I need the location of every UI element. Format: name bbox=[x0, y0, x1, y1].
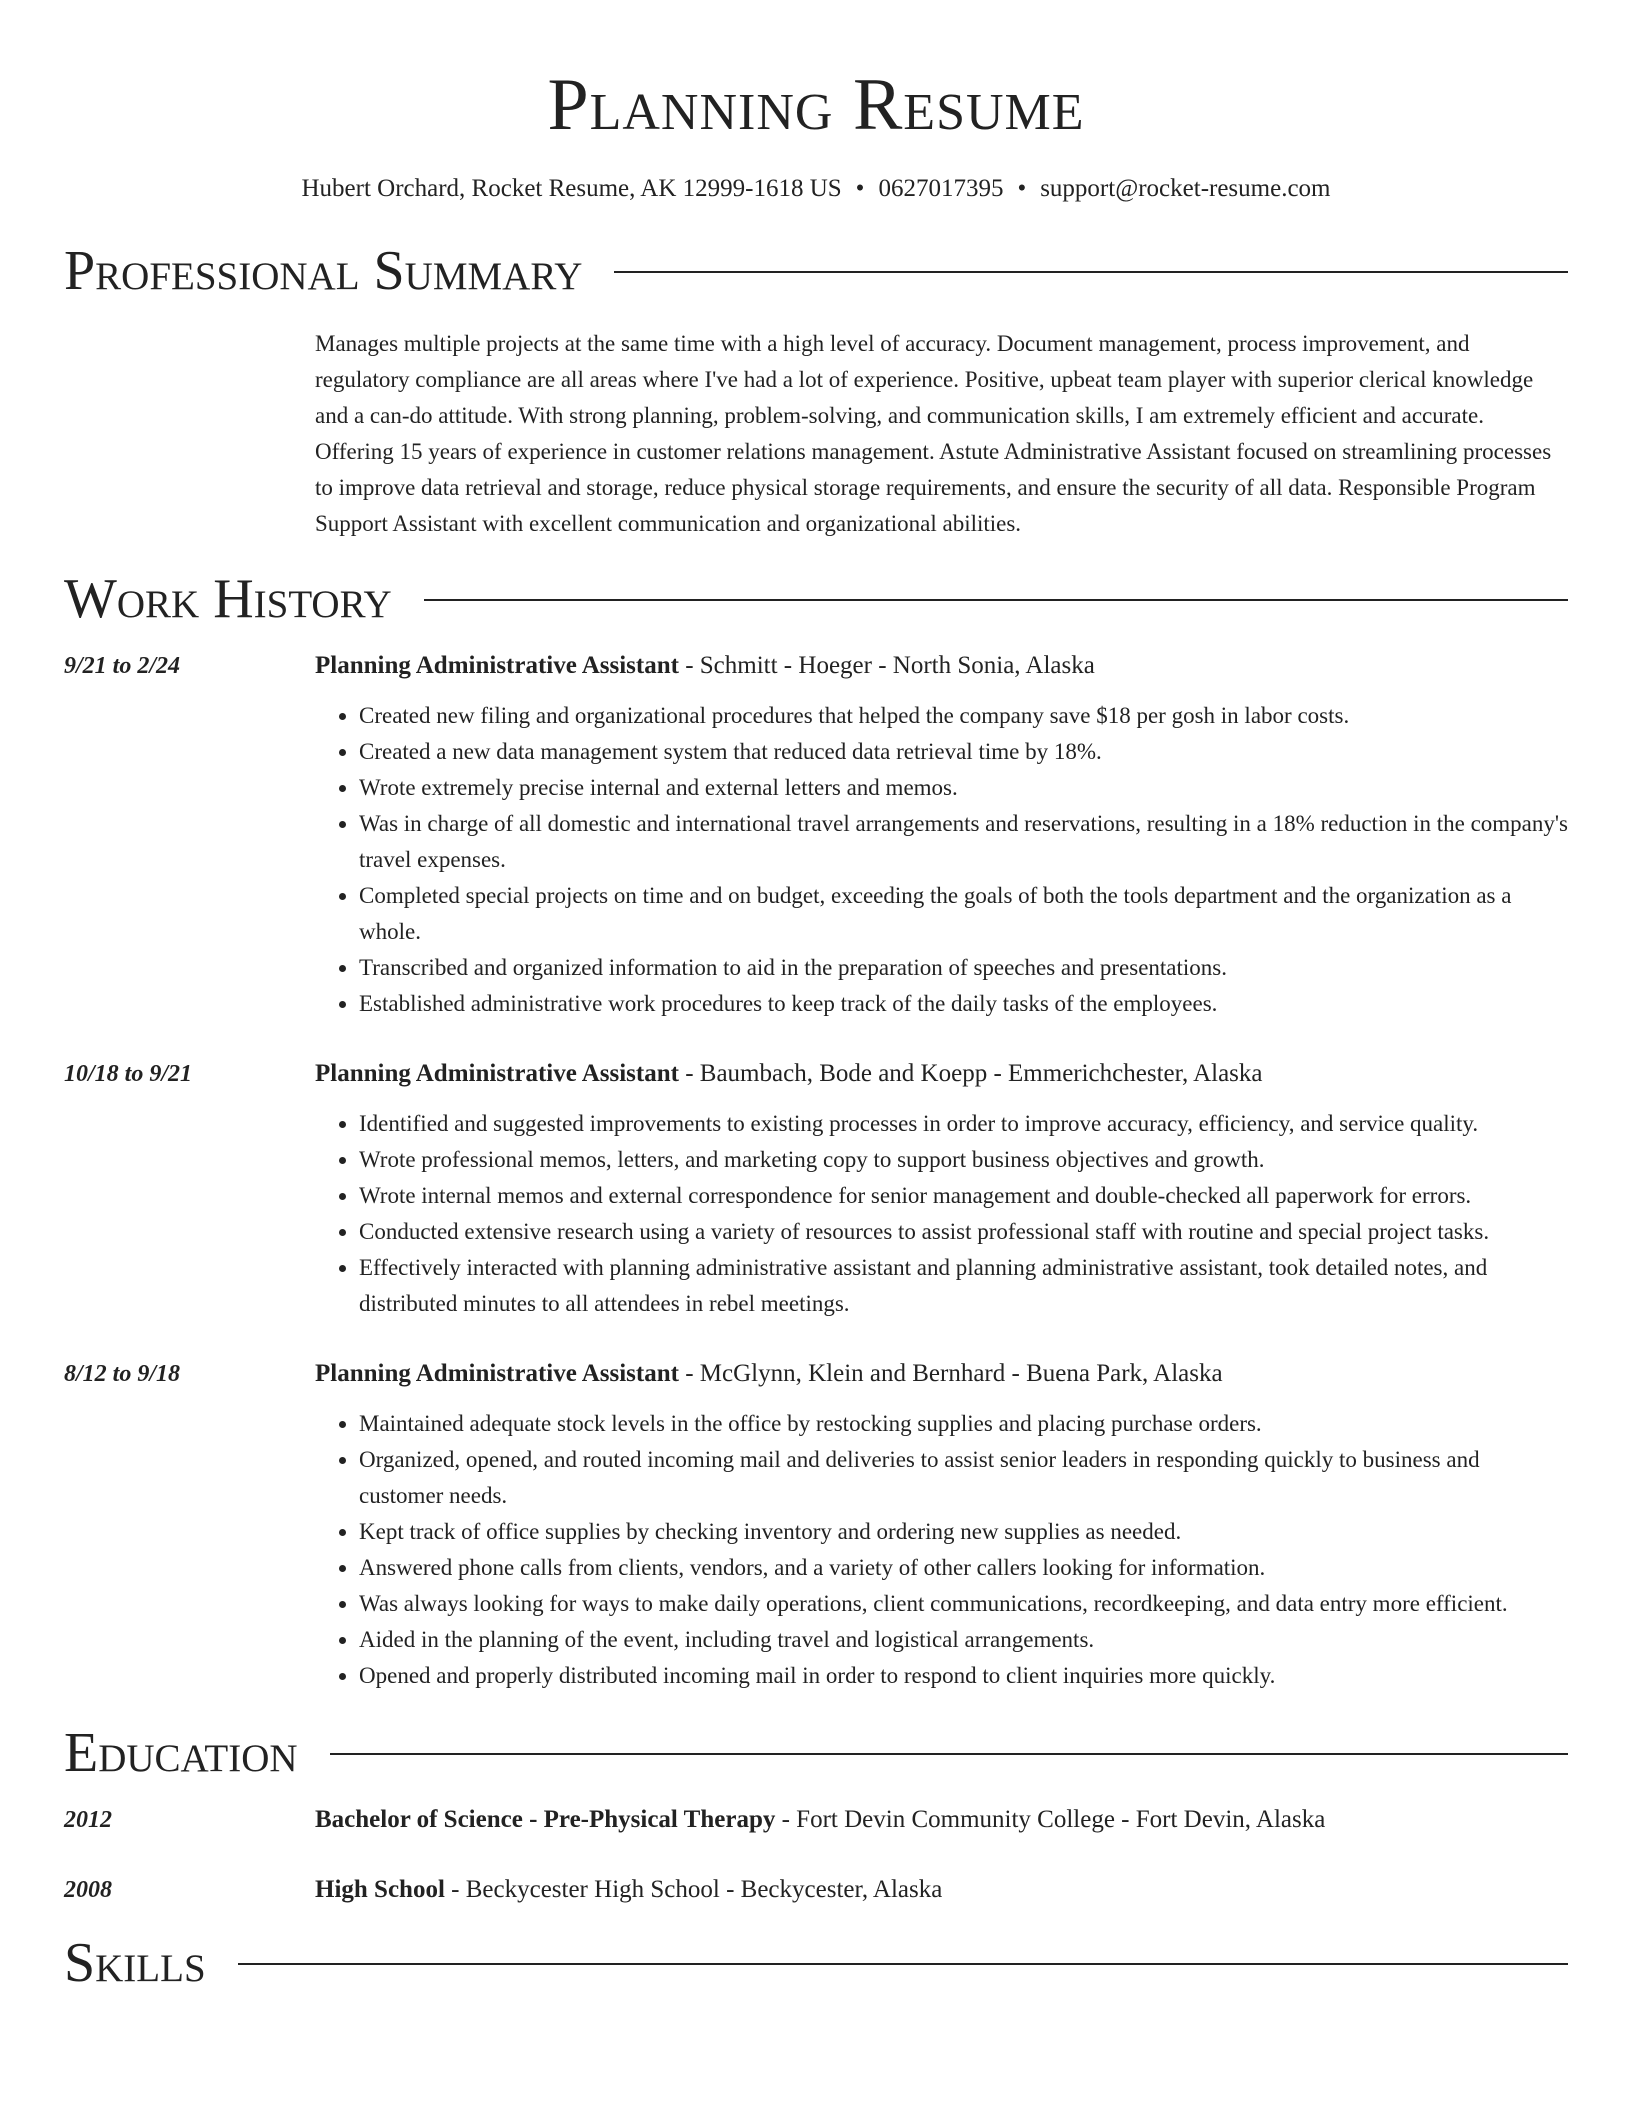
list-item: • Created a new data management system that reduced data retrieval time by 18%. bbox=[359, 734, 1568, 770]
education-school: - Beckycester High School - Beckycester, Alaska bbox=[444, 1876, 943, 1903]
list-item: • Aided in the planning of the event, including travel and logistical arrangements. bbox=[359, 1622, 1568, 1658]
job-role: Planning Administrative Assistant bbox=[315, 1060, 679, 1087]
job-employer: - McGlynn, Klein and Bernhard - Buena Park, Alaska bbox=[678, 1360, 1223, 1387]
job-role: Planning Administrative Assistant bbox=[315, 1360, 679, 1387]
contact-phone: 0627017395 bbox=[878, 175, 1004, 202]
list-item: • Maintained adequate stock levels in the office by restocking supplies and placing purchase orders. bbox=[359, 1406, 1568, 1442]
education-entry bbox=[64, 1872, 1568, 1908]
list-item: • Effectively interacted with planning administrative assistant and planning administrative assistant, took detailed notes, and distributed minutes to all attendees in rebel meetings. bbox=[359, 1250, 1568, 1322]
list-item: • Identified and suggested improvements to existing processes in order to improve accuracy, efficiency, and service quality. bbox=[359, 1106, 1568, 1142]
list-item: • Kept track of office supplies by checking inventory and ordering new supplies as needed. bbox=[359, 1514, 1568, 1550]
job-employer: - Schmitt - Hoeger - North Sonia, Alaska bbox=[678, 652, 1095, 679]
list-item: • Wrote professional memos, letters, and marketing copy to support business objectives and growth. bbox=[359, 1142, 1568, 1178]
list-item: • Wrote internal memos and external correspondence for senior management and double-checked all paperwork for errors. bbox=[359, 1178, 1568, 1214]
contact-separator: • bbox=[855, 175, 865, 202]
contact-address: Hubert Orchard, Rocket Resume, AK 12999-1618 US bbox=[301, 175, 842, 202]
contact-email: support@rocket-resume.com bbox=[1040, 175, 1331, 202]
list-item: • Transcribed and organized information to aid in the preparation of speeches and presentations. bbox=[359, 950, 1568, 986]
job-duties-list bbox=[315, 1106, 1568, 1322]
job-dates: 9/21 to 2/24 bbox=[64, 653, 181, 679]
contact-line bbox=[64, 172, 1568, 206]
education-school: - Fort Devin Community College - Fort Devin, Alaska bbox=[775, 1806, 1326, 1833]
summary-heading: Professional Summary bbox=[64, 240, 583, 302]
list-item: • Organized, opened, and routed incoming mail and deliveries to assist senior leaders in responding quickly to business and customer needs. bbox=[359, 1442, 1568, 1514]
job-title-line bbox=[315, 1056, 1568, 1092]
list-item: • Wrote extremely precise internal and external letters and memos. bbox=[359, 770, 1568, 806]
job-duties-list bbox=[315, 698, 1568, 1022]
list-item: • Was in charge of all domestic and international travel arrangements and reservations, resulting in a 18% reduction in the company's travel expenses. bbox=[359, 806, 1568, 878]
summary-text: Manages multiple projects at the same time with a high level of accuracy. Document management, process improvement, and regulatory compliance are all areas where I've had a lot of experience. Positive, upbeat team player with superior clerical knowledge and a can-do attitude. With strong planning, problem-solving, and communication skills, I am extremely efficient and accurate. Offering 15 years of experience in customer relations management. Astute Administrative Assistant focused on streamlining processes to improve data retrieval and storage, reduce physical storage requirements, and ensure the security of all data. Responsible Program Support Assistant with excellent communication and organizational abilities. bbox=[315, 331, 1552, 536]
job-title-line bbox=[315, 1356, 1568, 1392]
list-item: • Established administrative work procedures to keep track of the daily tasks of the employees. bbox=[359, 986, 1568, 1022]
section-divider bbox=[238, 1963, 1568, 1965]
section-divider bbox=[330, 1753, 1568, 1755]
job-employer: - Baumbach, Bode and Koepp - Emmerichchester, Alaska bbox=[678, 1060, 1263, 1087]
job-details bbox=[315, 1356, 1568, 1694]
education-details bbox=[315, 1872, 942, 1908]
list-item: • Completed special projects on time and on budget, exceeding the goals of both the tools department and the organization as a whole. bbox=[359, 878, 1568, 950]
job-entry bbox=[64, 1056, 1568, 1322]
job-details bbox=[315, 1056, 1568, 1322]
education-degree: Bachelor of Science - Pre-Physical Therapy bbox=[315, 1806, 776, 1833]
education-year: 2008 bbox=[64, 1877, 112, 1903]
contact-separator: • bbox=[1017, 175, 1027, 202]
work-heading: Work History bbox=[64, 568, 392, 630]
job-role: Planning Administrative Assistant bbox=[315, 652, 679, 679]
section-divider bbox=[614, 271, 1568, 273]
education-heading: Education bbox=[64, 1722, 298, 1784]
job-entry bbox=[64, 1356, 1568, 1694]
education-section-heading bbox=[64, 1718, 1568, 1788]
summary-section-heading bbox=[64, 236, 1568, 306]
skills-heading: Skills bbox=[64, 1932, 206, 1994]
list-item: • Conducted extensive research using a variety of resources to assist professional staff with routine and special project tasks. bbox=[359, 1214, 1568, 1250]
education-entry bbox=[64, 1802, 1568, 1838]
education-year: 2012 bbox=[64, 1807, 112, 1833]
list-item: • Answered phone calls from clients, vendors, and a variety of other callers looking for information. bbox=[359, 1550, 1568, 1586]
section-divider bbox=[424, 599, 1568, 601]
work-section-heading bbox=[64, 564, 1568, 634]
job-entry bbox=[64, 648, 1568, 1022]
job-dates: 8/12 to 9/18 bbox=[64, 1361, 181, 1387]
job-details bbox=[315, 648, 1568, 1022]
list-item: • Created new filing and organizational procedures that helped the company save $18 per gosh in labor costs. bbox=[359, 698, 1568, 734]
job-duties-list bbox=[315, 1406, 1568, 1694]
list-item: • Was always looking for ways to make daily operations, client communications, recordkeeping, and data entry more efficient. bbox=[359, 1586, 1568, 1622]
resume-title: Planning Resume bbox=[547, 64, 1085, 146]
job-title-line bbox=[315, 648, 1568, 684]
list-item: • Opened and properly distributed incoming mail in order to respond to client inquiries more quickly. bbox=[359, 1658, 1568, 1694]
resume-page bbox=[64, 0, 1568, 1998]
education-details bbox=[315, 1802, 1325, 1838]
education-degree: High School bbox=[315, 1876, 445, 1903]
job-dates: 10/18 to 9/21 bbox=[64, 1061, 193, 1087]
skills-section-heading bbox=[64, 1928, 1568, 1998]
